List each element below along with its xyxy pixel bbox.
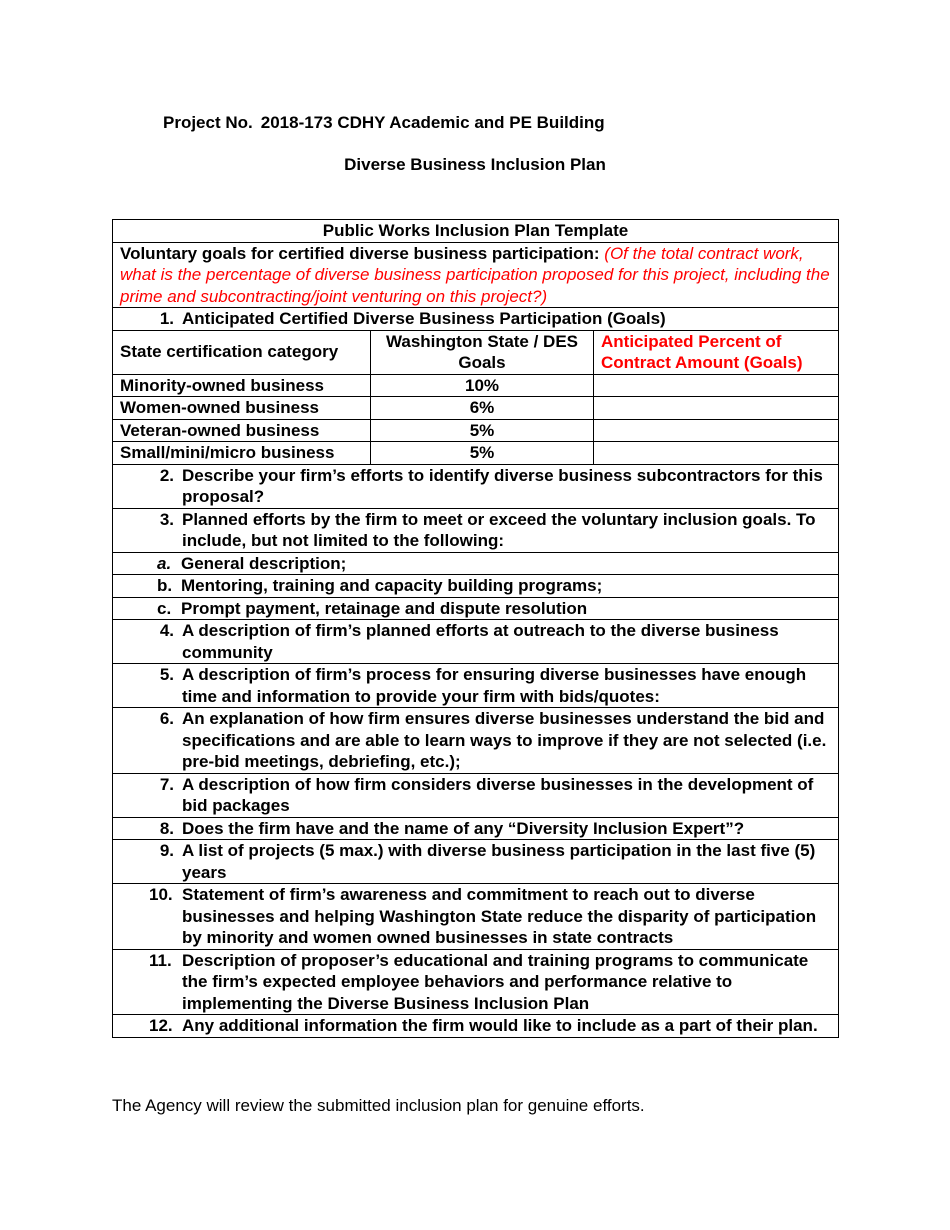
- goal-cell: 5%: [371, 442, 594, 465]
- item-number: 10.: [149, 885, 173, 904]
- table-row: [113, 397, 839, 420]
- anticipated-cell[interactable]: [594, 442, 839, 465]
- project-number-value: 2018-173 CDHY Academic and PE Building: [260, 113, 605, 132]
- intro-row: [113, 242, 839, 308]
- list-item: [113, 620, 839, 664]
- item-number: 4.: [159, 621, 174, 640]
- item-number: 8.: [159, 818, 174, 838]
- section-1-number: 1.: [159, 309, 174, 328]
- item-text: Statement of firm’s awareness and commitment to reach out to diverse businesses and helping Washington State reduce the disparity of participation by minority and women owned businesses in state contracts: [182, 885, 817, 947]
- item-number: 7.: [159, 774, 174, 794]
- category-cell: Small/mini/micro business: [113, 442, 371, 465]
- column-header-anticipated: Anticipated Percent of Contract Amount (Goals): [594, 330, 839, 374]
- list-item: [113, 552, 839, 575]
- list-item: [113, 840, 839, 884]
- goal-cell: 6%: [371, 397, 594, 420]
- list-item: [113, 575, 839, 598]
- item-text: Mentoring, training and capacity building programs;: [181, 576, 603, 595]
- table-title-row: [113, 220, 839, 243]
- section-1-text: Anticipated Certified Diverse Business Participation (Goals): [182, 309, 666, 328]
- sub-item-letter: c.: [157, 598, 172, 618]
- inclusion-plan-table: [112, 219, 839, 1038]
- category-cell: Minority-owned business: [113, 374, 371, 397]
- list-item: [113, 508, 839, 552]
- category-cell: Veteran-owned business: [113, 419, 371, 442]
- anticipated-cell[interactable]: [594, 397, 839, 420]
- list-item: [113, 708, 839, 774]
- footer-note: The Agency will review the submitted inclusion plan for genuine efforts.: [112, 1096, 645, 1115]
- item-text: Prompt payment, retainage and dispute resolution: [181, 598, 588, 618]
- project-number-label: Project No.: [163, 113, 253, 132]
- list-item: [113, 949, 839, 1015]
- list-item: [113, 884, 839, 950]
- sub-item-letter: b.: [157, 576, 173, 595]
- table-row: [113, 442, 839, 465]
- item-number: 5.: [159, 665, 174, 684]
- item-text: A description of how firm considers diverse businesses in the development of bid packages: [182, 774, 814, 815]
- anticipated-cell[interactable]: [594, 419, 839, 442]
- item-number: 12.: [149, 1016, 173, 1035]
- table-title: Public Works Inclusion Plan Template: [113, 220, 839, 243]
- item-number: 2.: [159, 465, 174, 485]
- intro-heading: Voluntary goals for certified diverse business participation:: [120, 243, 600, 263]
- plan-title: Diverse Business Inclusion Plan: [344, 155, 606, 174]
- project-number: [163, 113, 763, 133]
- intro-question: (Of the total contract work, what is the percentage of diverse business participation proposed for this project, including the prime and subcontracting/joint venturing on this project?): [120, 243, 830, 306]
- category-cell: Women-owned business: [113, 397, 371, 420]
- goal-cell: 5%: [371, 419, 594, 442]
- item-text: A list of projects (5 max.) with diverse business participation in the last five (5) years: [182, 841, 816, 882]
- list-item: [113, 1015, 839, 1038]
- list-item: [113, 597, 839, 620]
- item-number: 11.: [149, 950, 172, 970]
- column-header-goals: Washington State / DES Goals: [371, 330, 594, 374]
- item-text: An explanation of how firm ensures diverse businesses understand the bid and specifications and are able to learn ways to improve if they are not selected (i.e. pre-bid meetings, debriefing, etc.);: [182, 709, 827, 771]
- item-text: Description of proposer’s educational and training programs to communicate the firm’s expected employee behaviors and performance relative to implementing the Diverse Business Inclusion Plan: [182, 950, 809, 1013]
- item-text: General description;: [181, 553, 347, 573]
- item-number: 9.: [159, 841, 174, 860]
- intro-cell: [113, 242, 839, 308]
- item-text: Describe your firm’s efforts to identify diverse business subcontractors for this proposal?: [182, 465, 823, 506]
- list-item: [113, 464, 839, 508]
- item-text: Planned efforts by the firm to meet or exceed the voluntary inclusion goals. To include, but not limited to the following:: [182, 509, 816, 550]
- goals-header-row: [113, 330, 839, 374]
- list-item: [113, 773, 839, 817]
- section-1: [113, 308, 831, 330]
- column-header-category: State certification category: [113, 330, 371, 374]
- item-text: Does the firm have and the name of any “Diversity Inclusion Expert”?: [182, 818, 745, 838]
- anticipated-cell[interactable]: [594, 374, 839, 397]
- list-item: [113, 664, 839, 708]
- item-text: A description of firm’s process for ensuring diverse businesses have enough time and information to provide your firm with bids/quotes:: [182, 665, 807, 706]
- item-text: Any additional information the firm would like to include as a part of their plan.: [182, 1016, 818, 1035]
- section-1-row: [113, 308, 839, 331]
- item-number: 6.: [159, 709, 174, 728]
- table-row: [113, 419, 839, 442]
- item-text: A description of firm’s planned efforts at outreach to the diverse business community: [182, 621, 779, 662]
- list-item: [113, 817, 839, 840]
- goal-cell: 10%: [371, 374, 594, 397]
- item-number: 3.: [159, 509, 174, 529]
- sub-item-letter: a.: [157, 553, 172, 573]
- table-row: [113, 374, 839, 397]
